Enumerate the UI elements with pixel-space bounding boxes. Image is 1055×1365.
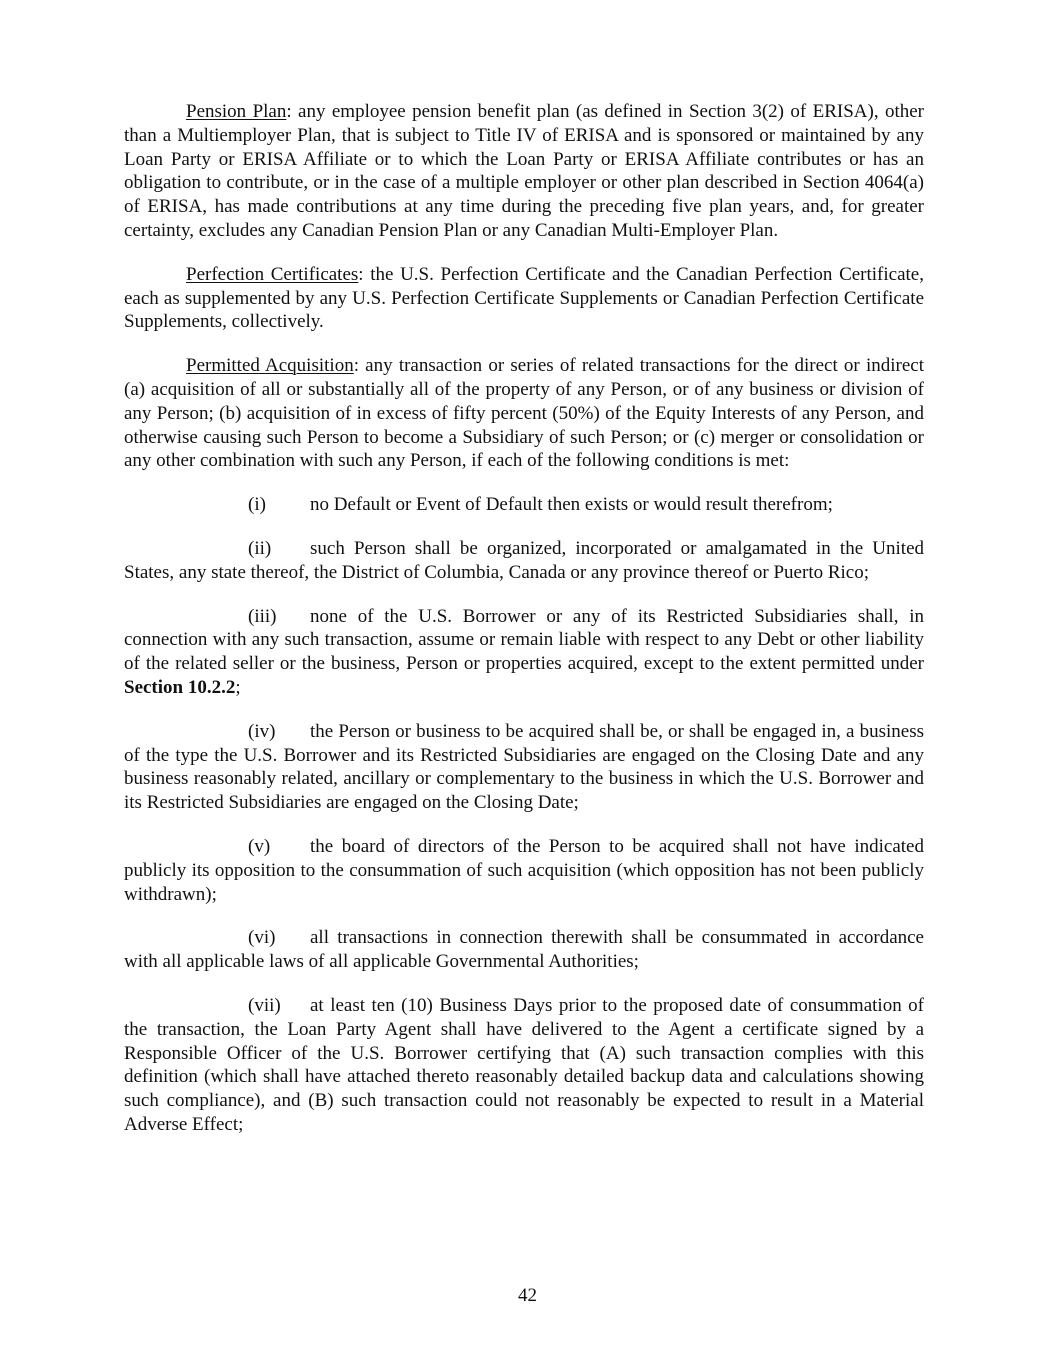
- definition-text: : any employee pension benefit plan (as defined in Section 3(2) of ERISA), other than a Multiemployer Plan, that is subject to Title IV of ERISA and is sponsored or maintained by any Loan Party or ERISA Affiliate or to which the Loan Party or ERISA Affiliate contributes or has an obligation to contribute, or in the case of a multiple employer or other plan described in Section 4064(a) of ERISA, has made contributions at any time during the preceding five plan years, and, for greater certainty, excludes any Canadian Pension Plan or any Canadian Multi-Employer Plan.: [124, 101, 925, 241]
- item-number: (vi): [248, 927, 276, 949]
- item-text: none of the U.S. Borrower or any of its Restricted Subsidiaries shall, in connection with any such transaction, assume or remain liable with respect to any Debt or other liability of the related seller or the business, Person or properties acquired, except to the extent permitted under: [124, 605, 924, 675]
- section-reference: Section 10.2.2: [124, 676, 236, 698]
- document-body: [124, 100, 924, 1157]
- definition-text: : any transaction or series of related transactions for the direct or indirect (a) acquisition of all or substantially all of the property of any Person, or of any business or division of any Person; (b) acquisition of in excess of fifty percent (50%) of the Equity Interests of any Person, and otherwise causing such Person to become a Subsidiary of such Person; or (c) merger or consolidation or any other combination with such any Person, if each of the following conditions is met:: [124, 355, 924, 472]
- definition-text: : the U.S. Perfection Certificate and the Canadian Perfection Certificate, each as supplemented by any U.S. Perfection Certificate Supplements or Canadian Perfection Certificate Supplements, collectively.: [124, 263, 924, 333]
- defined-term: Pension Plan: [186, 101, 287, 122]
- item-text: the Person or business to be acquired shall be, or shall be engaged in, a business of the type the U.S. Borrower and its Restricted Subsidiaries are engaged on the Closing Date and any business reasonably related, ancillary or complementary to the business in which the U.S. Borrower and its Restricted Subsidiaries are engaged on the Closing Date;: [124, 720, 924, 814]
- item-number: (i): [248, 494, 266, 516]
- condition-item: [124, 605, 924, 700]
- item-text: no Default or Event of Default then exists or would result therefrom;: [310, 494, 833, 516]
- definition-permitted-acquisition: [124, 354, 924, 473]
- condition-item: [124, 926, 924, 974]
- page-number: 42: [518, 1285, 537, 1306]
- condition-item: [124, 537, 924, 585]
- item-text: all transactions in connection therewith shall be consummated in accordance with all applicable laws of all applicable Governmental Authorities;: [124, 927, 924, 973]
- item-text: such Person shall be organized, incorporated or amalgamated in the United States, any state thereof, the District of Columbia, Canada or any province thereof or Puerto Rico;: [124, 537, 924, 583]
- item-number: (vii): [248, 994, 281, 1016]
- item-number: (ii): [248, 537, 272, 559]
- condition-item: [124, 994, 924, 1137]
- condition-item: [124, 720, 924, 815]
- condition-item: [124, 835, 924, 906]
- condition-item: [124, 493, 924, 517]
- item-number: (v): [248, 835, 271, 857]
- item-text: the board of directors of the Person to be acquired shall not have indicated publicly its opposition to the consummation of such acquisition (which opposition has not been publicly withdrawn);: [124, 835, 924, 905]
- definition-perfection-certificates: [124, 263, 924, 334]
- item-number: (iv): [248, 720, 276, 742]
- defined-term: Permitted Acquisition: [186, 355, 354, 377]
- item-number: (iii): [248, 605, 277, 627]
- definition-pension-plan: [124, 100, 924, 243]
- item-text-end: ;: [235, 676, 241, 698]
- item-text: at least ten (10) Business Days prior to the proposed date of consummation of the transaction, the Loan Party Agent shall have delivered to the Agent a certificate signed by a Responsible Officer of the U.S. Borrower certifying that (A) such transaction complies with this definition (which shall have attached thereto reasonably detailed backup data and calculations showing such compliance), and (B) such transaction could not reasonably be expected to result in a Material Adverse Effect;: [124, 994, 924, 1135]
- defined-term: Perfection Certificates: [186, 263, 359, 285]
